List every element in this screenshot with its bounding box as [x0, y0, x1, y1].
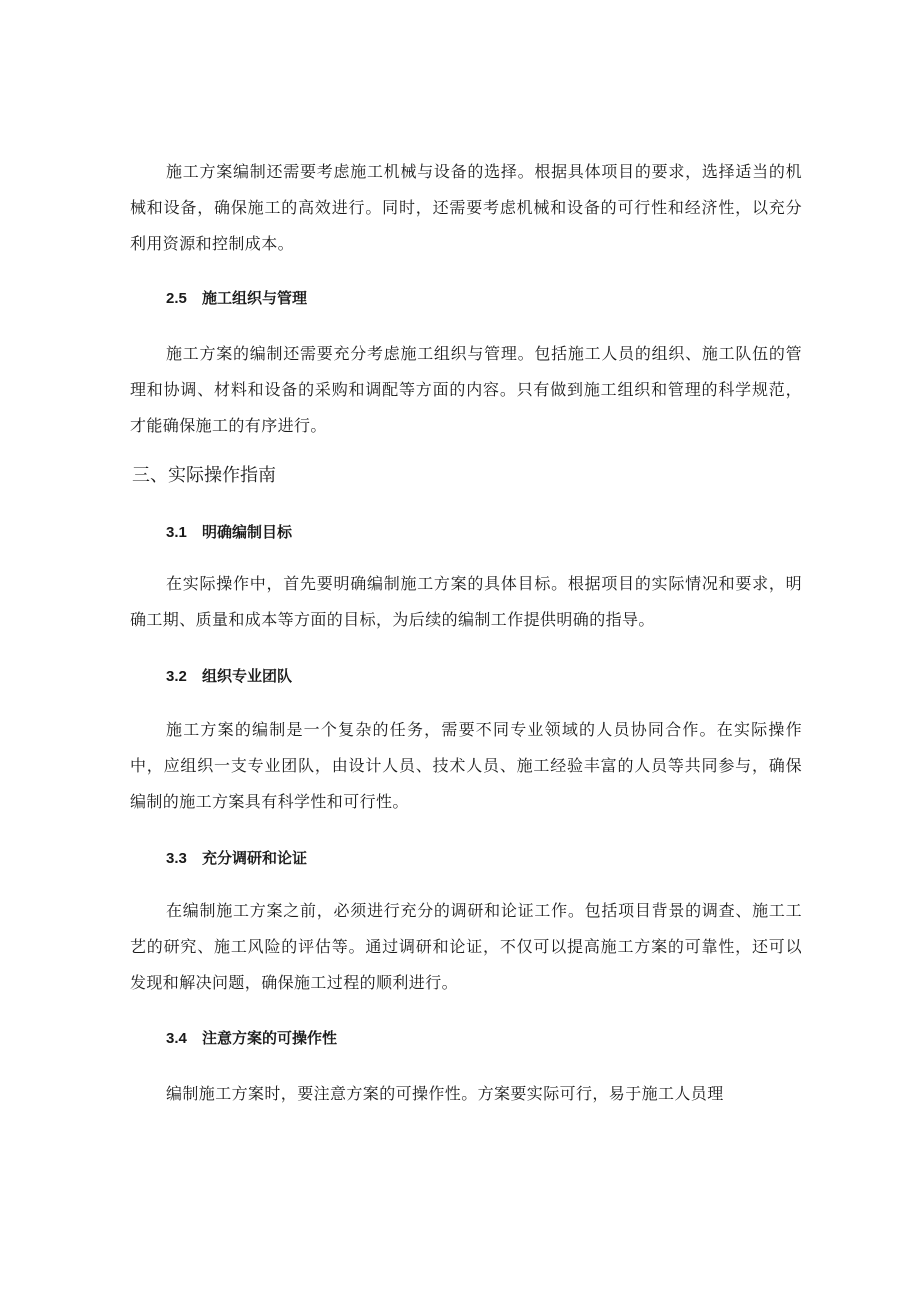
paragraph-3-3: 在编制施工方案之前，必须进行充分的调研和论证工作。包括项目背景的调查、施工工艺的研究、施工风险的评估等。通过调研和论证，不仅可以提高施工方案的可靠性，还可以发现和解决问题，确保施工过程的顺利进行。	[130, 901, 802, 992]
heading-3-1-title: 明确编制目标	[202, 523, 293, 541]
heading-2-5-number: 2.5	[166, 290, 187, 307]
heading-3-3	[166, 846, 307, 871]
heading-3-1-number: 3.1	[166, 524, 187, 541]
heading-3-4-title: 注意方案的可操作性	[202, 1029, 338, 1047]
paragraph-3-4: 编制施工方案时，要注意方案的可操作性。方案要实际可行，易于施工人员理	[166, 1084, 724, 1103]
heading-3-2-number: 3.2	[166, 668, 187, 685]
heading-2-5	[166, 286, 307, 311]
heading-2-5-title: 施工组织与管理	[202, 289, 308, 307]
section-heading-3: 三、实际操作指南	[132, 465, 276, 486]
paragraph-machinery: 施工方案编制还需要考虑施工机械与设备的选择。根据具体项目的要求，选择适当的机械和设备，确保施工的高效进行。同时，还需要考虑机械和设备的可行性和经济性，以充分利用资源和控制成本。	[130, 162, 802, 253]
heading-3-1	[166, 520, 292, 545]
heading-3-4	[166, 1026, 337, 1051]
paragraph-3-2: 施工方案的编制是一个复杂的任务，需要不同专业领域的人员协同合作。在实际操作中，应组织一支专业团队，由设计人员、技术人员、施工经验丰富的人员等共同参与，确保编制的施工方案具有科学性和可行性。	[130, 720, 802, 811]
heading-3-4-number: 3.4	[166, 1030, 187, 1047]
heading-3-3-title: 充分调研和论证	[202, 849, 308, 867]
heading-3-3-number: 3.3	[166, 850, 187, 867]
paragraph-3-1: 在实际操作中，首先要明确编制施工方案的具体目标。根据项目的实际情况和要求，明确工期、质量和成本等方面的目标，为后续的编制工作提供明确的指导。	[130, 574, 802, 629]
paragraph-2-5: 施工方案的编制还需要充分考虑施工组织与管理。包括施工人员的组织、施工队伍的管理和协调、材料和设备的采购和调配等方面的内容。只有做到施工组织和管理的科学规范，才能确保施工的有序进行。	[130, 344, 802, 435]
heading-3-2-title: 组织专业团队	[202, 667, 293, 685]
heading-3-2	[166, 664, 292, 689]
